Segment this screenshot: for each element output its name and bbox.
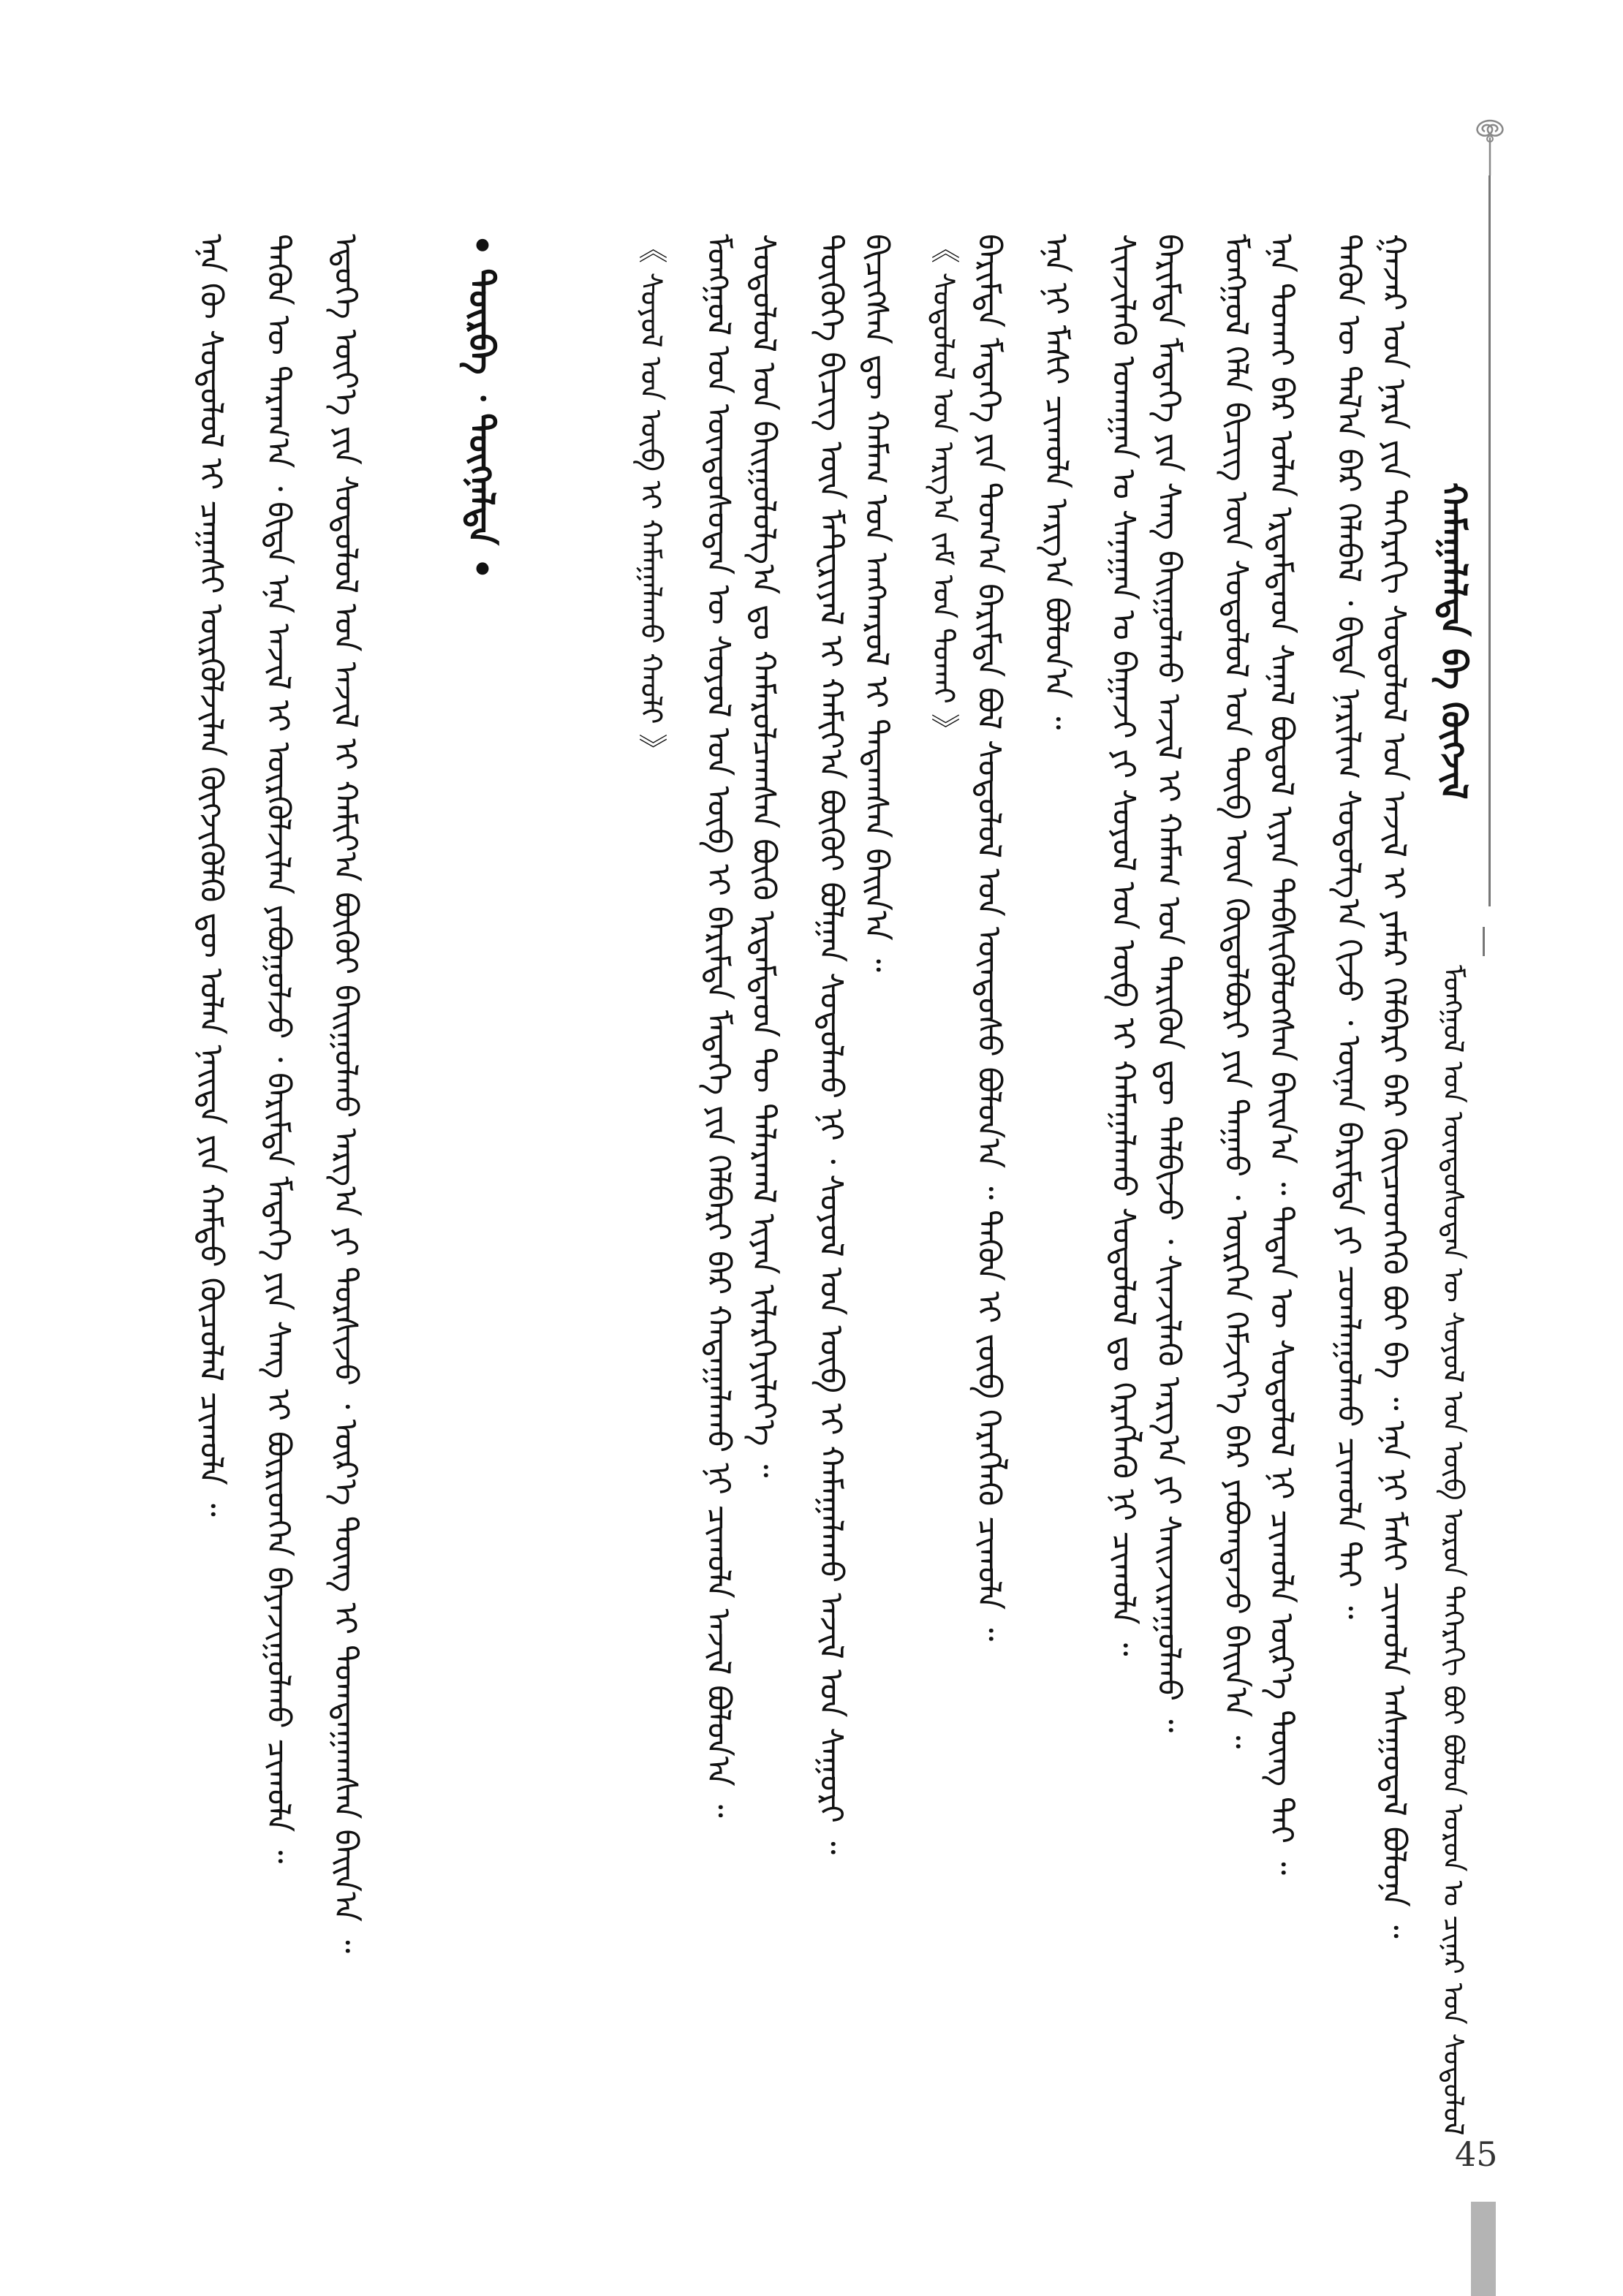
quoted-title: 《 ᠰᠣᠶᠣᠯ ᠤᠨ ᠥᠪ ᠢ ᠬᠠᠮᠠᠭᠠᠯᠠᠬᠤ ᠬᠠᠤᠯᠢ 》: [634, 234, 667, 763]
running-header-title: ᠮᠣᠩᠭᠣᠯ ᠤᠨ ᠦᠨᠳᠦᠰᠦᠲᠡᠨ ᠦ ᠰᠣᠶᠣᠯ ᠤᠨ ᠦᠪ ᠣᠷᠤᠨ ᠳᠡᠭᠡᠷᠡᠬᠢ ᠪᠤᠢ ᠪᠣᠯᠤᠨ ᠤᠷᠤᠨ ᠤ ᠴᠢᠨᠠᠷ ᠤᠨ ᠰᠤᠳᠤᠯᠤᠯ: [1437, 965, 1469, 2136]
text-column: ᠪᠠᠷᠢᠮᠲᠠ ᠮᠡᠳᠡᠭᠡ ᠶᠢᠨ ᠰᠠᠩ ᠪᠠᠢᠭᠤᠯᠬᠤ ᠠᠵᠢᠯ ᠢ ᠬᠠᠮᠠᠭ ᠤᠨ ᠲᠡᠷᠢᠭᠦᠨ ᠳᠦ ᠲᠠᠯᠪᠢᠵᠤ ᠂ ᠰᠢᠨᠵᠢᠯᠡᠬᠦ ᠠᠷᠭ᠎ᠠ ᠶᠢ ᠰᠠᠢᠵᠢᠷᠠᠭᠤᠯᠬᠤ ᠃: [1150, 234, 1187, 1733]
quoted-title: 《 ᠰᠤᠳᠤᠯᠤᠯ ᠤᠨ ᠠᠷᠭ᠎ᠠ ᠵᠠᠮ ᠤᠨ ᠲᠤᠬᠠᠢ 》: [926, 234, 960, 743]
header-rule: [1488, 175, 1491, 906]
section-heading: • ᠳᠥᠷᠪᠡ ᠂ ᠳᠦᠭᠨᠡᠯᠲᠡ •: [461, 234, 502, 580]
text-column: ᠪᠠᠷᠢᠮᠲᠠ ᠮᠡᠳᠡᠭᠡ ᠶᠢᠨ ᠲᠣᠭ᠎ᠠ ᠪᠠᠷᠢᠮᠲᠠ ᠪᠣᠯ ᠰᠤᠳᠤᠯᠤᠯ ᠤᠨ ᠦᠨᠳᠦᠰᠦ ᠪᠣᠯᠤᠨ᠎ᠠ ᠃ ᠲᠡᠭᠦᠨ ᠢ ᠵᠥᠪ ᠬᠡᠷᠡᠭᠯᠡᠬᠦ ᠴᠢᠬᠤᠯᠠ ᠃: [970, 234, 1007, 1642]
text-column: ᠮᠣᠩᠭᠣᠯ ᠤᠨ ᠦᠨᠳᠦᠰᠦᠲᠡᠨ ᠦ ᠰᠣᠶᠣᠯ ᠤᠨ ᠥᠪ ᠢ ᠪᠠᠷᠢᠮᠲᠠ ᠮᠡᠳᠡᠭᠡ ᠶᠢᠨ ᠬᠡᠯᠪᠡᠷᠢ ᠪᠡᠷ ᠬᠠᠳᠠᠭᠠᠯᠠᠬᠤ ᠨᠢ ᠴᠢᠬᠤᠯᠠ ᠠᠵᠢᠯ ᠪᠣᠯᠤᠨ᠎ᠠ ᠃: [700, 234, 737, 1818]
scroll-ornament-icon: [1464, 117, 1516, 175]
header-dash: [1483, 927, 1485, 956]
side-tab: [1471, 2202, 1496, 2296]
text-column: ᠡᠨᠡ ᠨᠢ ᠮᠠᠰᠢ ᠴᠢᠬᠤᠯᠠ ᠠᠷᠭ᠎ᠠ ᠪᠣᠯᠤᠨ᠎ᠠ ᠃: [1037, 234, 1075, 730]
text-column: ᠰᠤᠳᠤᠯᠤᠯ ᠤᠨ ᠪᠠᠢᠭᠤᠯᠤᠯᠭ᠎ᠠ ᠳᠤ ᠬᠠᠮᠠᠷᠤᠯᠴᠠᠭᠰᠠᠨ ᠪᠦᠬᠦ ᠡᠷᠳᠡᠮᠲᠡᠳ ᠲᠦ ᠲᠠᠯᠠᠷᠬᠠᠯ ᠢᠶᠠᠨ ᠢᠯᠡᠷᠬᠡᠶᠢᠯᠡᠶ᠎ᠡ ᠃: [745, 234, 782, 1478]
running-header-subtitle: ᠬᠠᠮᠠᠭᠠᠯᠠᠯᠲᠠ ᠪᠠ ᠬᠥᠭᠵᠢᠯ: [1433, 482, 1474, 800]
text-column: ᠪᠢᠴᠢᠭᠰᠡᠨ ᠳᠦ ᠬᠠᠮᠠᠭ ᠤᠨ ᠠᠩᠬᠠᠷᠤᠯ ᠢ ᠲᠠᠲᠠᠭᠰᠠᠨ ᠪᠠᠢᠨ᠎ᠠ ᠃: [858, 234, 895, 972]
text-column: ᠲᠡᠭᠦᠨ ᠦ ᠲᠠᠯ᠎ᠠ ᠪᠡᠷ ᠬᠡᠯᠡᠪᠡᠯ ᠂ ᠪᠢᠳᠡ ᠨᠠᠷᠢᠯᠢᠭ ᠰᠤᠳᠤᠯᠭ᠎ᠠ ᠬᠢᠵᠦ ᠂ ᠦᠨᠡᠨ ᠪᠠᠷᠢᠮᠲᠠ ᠶᠢ ᠴᠤᠭᠯᠠᠭᠤᠯᠬᠤ ᠴᠢᠬᠤᠯᠠ ᠲᠠᠢ ᠃: [1330, 234, 1367, 1619]
text-column: ᠲᠦᠭᠦᠬᠡ ᠪᠢᠴᠢᠭ ᠦᠨ ᠮᠠᠲ᠋ᠧᠷᠢᠶᠠᠯ ᠢ ᠬᠠᠮᠢᠶ᠎ᠠ ᠪᠦᠬᠦᠢ ᠪᠣᠯᠭᠠᠨ ᠰᠤᠳᠤᠯᠬᠤ ᠨᠢ ᠂ ᠰᠣᠶᠣᠯ ᠤᠨ ᠥᠪ ᠢ ᠬᠠᠮᠠᠭᠠᠯᠠᠬᠤ ᠠᠵᠢᠯ ᠤᠨ ᠰᠠᠭᠤᠷᠢ ᠃: [812, 234, 850, 1854]
text-column: ᠡᠳᠦᠭᠡ ᠦᠶ᠎ᠡ ᠶᠢᠨ ᠰᠤᠳᠤᠯᠤᠯ ᠤᠨ ᠠᠵᠢᠯ ᠢ ᠬᠠᠮᠢᠶ᠎ᠠ ᠪᠦᠬᠦᠢ ᠪᠠᠢᠭᠤᠯᠬᠤ ᠠᠷᠭ᠎ᠠ ᠶᠢ ᠲᠤᠷᠰᠢᠵᠤ ᠂ ᠦᠷ᠎ᠡ ᠳᠦᠩ ᠢ ᠲᠣᠭᠲᠠᠭᠠᠭᠰᠠᠨ ᠪᠠᠢᠨ᠎ᠠ ᠃: [327, 234, 364, 1953]
text-column: ᠭᠠᠵᠠᠷ ᠤᠨ ᠨᠡᠷᠡ ᠶᠢᠨ ᠳᠡᠭᠡᠷᠡᠬᠢ ᠰᠤᠳᠤᠯᠤᠯ ᠤᠨ ᠠᠵᠢᠯ ᠢ ᠶᠠᠮᠠᠷ ᠬᠡᠯᠪᠡᠷᠢ ᠪᠡᠷ ᠭᠦᠢᠴᠡᠳᠭᠡᠬᠦ ᠪᠤᠢ ᠪᠡ ᠃ ᠡᠨᠡ ᠨᠢ ᠮᠠᠰᠢ ᠴᠢᠬᠤᠯᠠ ᠠᠰᠠᠭᠤᠳᠠᠯ ᠪᠣᠯᠤᠨᠠ ᠃: [1375, 234, 1412, 1939]
text-column: ᠡᠨᠡ ᠲᠤᠬᠠᠢ ᠪᠡᠷ ᠣᠯᠠᠨ ᠡᠷᠳᠡᠮᠲᠡᠳ ᠰᠠᠨᠠᠯ ᠪᠣᠳᠣᠯ ᠢᠶᠠᠨ ᠳᠡᠪᠰᠢᠭᠦᠯᠦᠭᠰᠡᠨ ᠪᠠᠢᠨ᠎ᠠ ᠃ ᠲᠡᠳᠡᠨ ᠦ ᠰᠤᠳᠤᠯᠤᠯ ᠨᠢ ᠴᠢᠬᠤᠯᠠ ᠦᠷ᠎ᠡ ᠳᠦᠩ ᠲᠠᠢ ᠃: [1263, 234, 1300, 1875]
text-column: ᠡᠨᠡ ᠬᠦ ᠰᠤᠳᠤᠯᠤᠯ ᠢ ᠴᠠᠭᠠᠰᠢ ᠦᠷᠭᠦᠯᠵᠢᠯᠡᠨ ᠬᠥᠭᠵᠢᠭᠦᠯᠬᠦ ᠳᠦ ᠣᠯᠠᠨ ᠨᠡᠢᠲᠡ ᠶᠢᠨ ᠬᠠᠮᠲᠤ ᠬᠦᠴᠦᠯᠡᠯ ᠴᠢᠬᠤᠯᠠ ᠃: [192, 234, 230, 1517]
page-number: 45: [1455, 2134, 1498, 2174]
text-column: ᠲᠡᠭᠦᠨ ᠦ ᠳᠠᠷᠠᠭ᠎ᠠ ᠂ ᠪᠢᠳᠡ ᠡᠨᠡ ᠠᠵᠢᠯ ᠢ ᠦᠷᠭᠦᠯᠵᠢᠯᠡᠨ ᠶᠠᠪᠤᠭᠤᠯᠵᠤ ᠂ ᠪᠠᠷᠢᠮᠲᠠ ᠮᠡᠳᠡᠭᠡ ᠶᠢᠨ ᠰᠠᠩ ᠢ ᠪᠦᠷᠢᠳᠬᠡᠨ ᠪᠠᠶᠠᠵᠢᠭᠤᠯᠬᠤ ᠴᠢᠬᠤᠯᠠ ᠃: [260, 234, 297, 1864]
text-column: ᠰᠢᠨᠵᠢᠯᠡᠬᠦ ᠤᠬᠠᠭᠠᠨ ᠤ ᠰᠠᠨᠠᠭᠠᠨ ᠤ ᠪᠠᠭᠠᠵᠢ ᠶᠢ ᠰᠣᠶᠣᠯ ᠤᠨ ᠥᠪ ᠢ ᠬᠠᠮᠠᠭᠠᠯᠠᠬᠤ ᠰᠤᠳᠤᠯᠤᠯ ᠳᠤ ᠬᠡᠷᠡᠭᠯᠡᠬᠦ ᠨᠢ ᠴᠢᠬᠤᠯᠠ ᠃: [1105, 234, 1142, 1656]
text-column: ᠮᠣᠩᠭᠣᠯ ᠬᠡᠯᠡ ᠪᠢᠴᠢᠭ ᠦᠨ ᠰᠤᠳᠤᠯᠤᠯ ᠤᠨ ᠲᠦᠪ ᠦᠨ ᠬᠥᠲᠦᠯᠪᠦᠷᠢ ᠶᠢᠨ ᠳᠠᠭᠠᠤ ᠂ ᠥᠷᠭᠡᠨ ᠬᠡᠮᠵᠢᠶ᠎ᠡ ᠪᠡᠷ ᠶᠠᠪᠤᠭᠳᠠᠵᠤ ᠪᠠᠢᠨ᠎ᠠ ᠃: [1217, 234, 1255, 1749]
